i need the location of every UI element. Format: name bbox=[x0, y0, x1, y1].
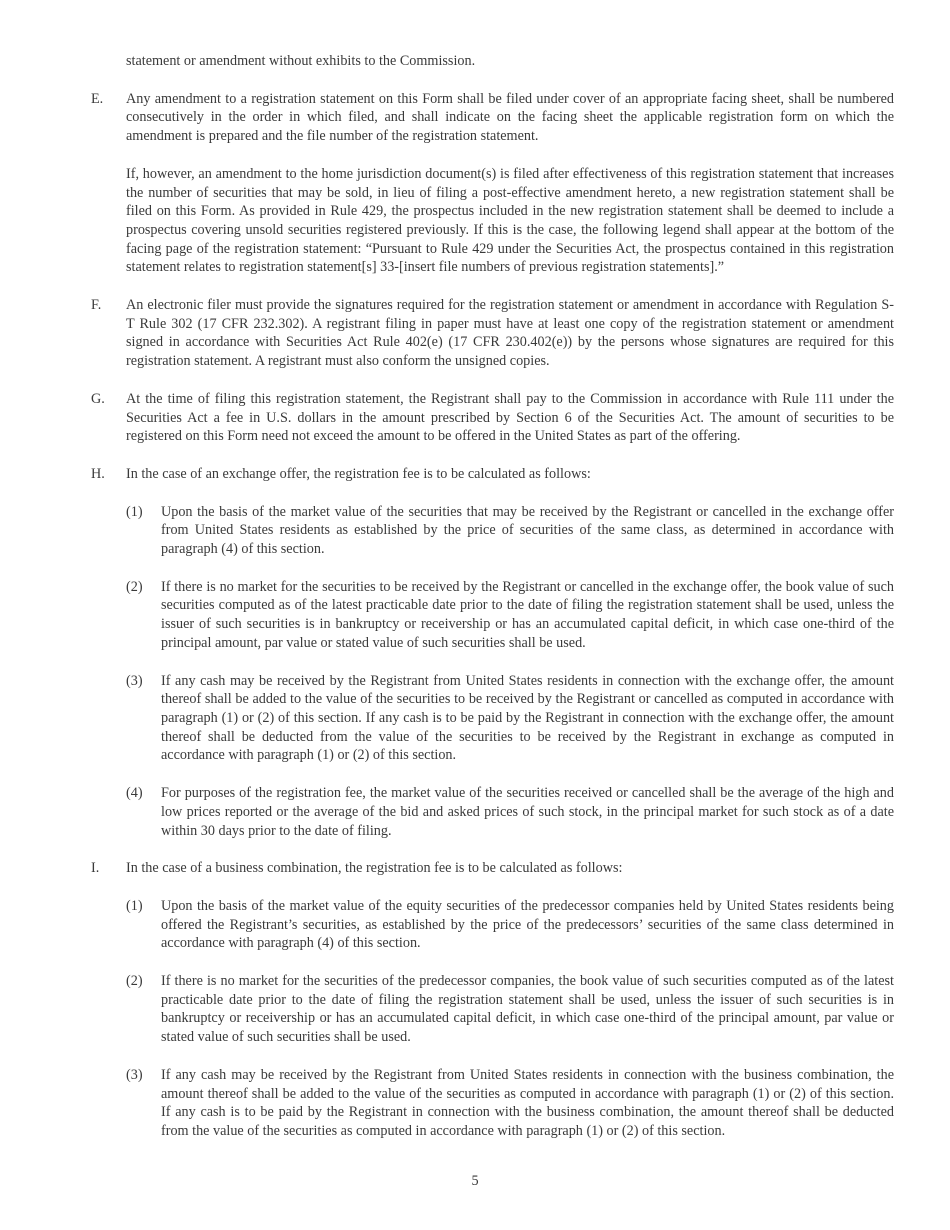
section-i-item-2-label: (2) bbox=[126, 973, 143, 990]
section-g bbox=[0, 390, 950, 446]
section-g-text: At the time of filing this registration statement, the Registrant shall pay to the Commission in accordance with Rule 111 under the Securities Act a fee in U.S. dollars in the amount prescribed by Section 6 of the Securities Act. The amount of securities to be registered on this Form need not exceed the amount to be offered in the United States as part of the offering. bbox=[126, 390, 894, 445]
section-h-item-3-text: If any cash may be received by the Registrant from United States residents in connection with the exchange offer, the amount thereof shall be added to the value of the securities to be received by the Registrant or cancelled as computed in accordance with paragraph (1) or (2) of this section. If any cash is to be paid by the Registrant in connection with the exchange offer, the amount thereof shall be deducted from the value of the securities to be received by the Registrant in exchange as computed in accordance with paragraph (1) or (2) of this section. bbox=[161, 672, 894, 764]
document-page bbox=[0, 52, 950, 1160]
section-i-label: I. bbox=[91, 860, 100, 877]
section-i bbox=[0, 859, 950, 878]
section-h-item-4-label: (4) bbox=[126, 785, 143, 802]
section-h-item-1-label: (1) bbox=[126, 503, 143, 520]
section-i-text: In the case of a business combination, the registration fee is to be calculated as follows: bbox=[126, 860, 623, 877]
section-h-item-4 bbox=[0, 784, 950, 840]
section-h bbox=[0, 465, 950, 484]
section-e bbox=[0, 90, 950, 146]
continuation-text: statement or amendment without exhibits to the Commission. bbox=[126, 53, 476, 69]
section-h-item-2-label: (2) bbox=[126, 578, 143, 595]
section-i-item-3-text: If any cash may be received by the Registrant from United States residents in connection with the business combination, the amount thereof shall be added to the value of the securities as computed in accordance with paragraph (1) or (2) of this section. If any cash is to be paid by the Registrant in connection with the business combination, the amount thereof shall be deducted from the value of the securities as computed in accordance with paragraph (1) or (2) of this section. bbox=[161, 1066, 894, 1139]
section-i-item-3 bbox=[0, 1066, 950, 1141]
page-number: 5 bbox=[471, 1173, 479, 1189]
section-e-paragraph-1: Any amendment to a registration statement on this Form shall be filed under cover of an appropriate facing sheet, shall be numbered consecutively in the order in which filed, and shall indicate on the facing sheet the applicable registration form on which the amendment is prepared and the file number of the registration statement. bbox=[126, 90, 894, 145]
section-h-item-3-label: (3) bbox=[126, 672, 143, 689]
section-e-label: E. bbox=[91, 90, 104, 107]
section-h-item-2 bbox=[0, 578, 950, 653]
section-f bbox=[0, 296, 950, 371]
section-h-item-4-text: For purposes of the registration fee, the market value of the securities received or cancelled shall be the average of the high and low prices reported or the average of the bid and asked prices of such stock, in the principal market for such stock as of a date within 30 days prior to the date of filing. bbox=[161, 785, 894, 839]
section-h-text: In the case of an exchange offer, the registration fee is to be calculated as follows: bbox=[126, 465, 591, 482]
section-h-item-2-text: If there is no market for the securities to be received by the Registrant or cancelled in the exchange offer, the book value of such securities computed as of the latest practicable date prior to the date of filing the registration statement shall be used, unless the issuer of such securities is in bankruptcy or receivership or has an accumulated capital deficit, in which case one-third of the principal amount, par value or stated value of such securities shall be used. bbox=[161, 578, 894, 651]
section-e-paragraph-2: If, however, an amendment to the home jurisdiction document(s) is filed after effectiveness of this registration statement that increases the number of securities that may be sold, in lieu of filing a post-effective amendment hereto, a new registration statement shall be filed on this Form. As provided in Rule 429, the prospectus included in the new registration statement shall be deemed to include a prospectus covering unsold securities registered previously. If this is the case, the following legend shall appear at the bottom of the facing page of the registration statement: “Pursuant to Rule 429 under the Securities Act, the prospectus contained in this registration statement relates to registration statement[s] 33-[insert file numbers of previous registration statements].” bbox=[126, 165, 894, 276]
section-h-item-1-text: Upon the basis of the market value of the securities that may be received by the Registrant or cancelled in the exchange offer from United States residents as established by the price of securities of the same class, as determined in accordance with paragraph (4) of this section. bbox=[161, 503, 894, 558]
section-i-item-2-text: If there is no market for the securities of the predecessor companies, the book value of such securities computed as of the latest practicable date prior to the date of filing the registration statement shall be used, unless the issuer of such securities is in bankruptcy or receivership or has an accumulated capital deficit, in which case one-third of the principal amount, par value or stated value of such securities shall be used. bbox=[161, 973, 894, 1046]
section-h-item-1 bbox=[0, 503, 950, 559]
section-i-item-1 bbox=[0, 897, 950, 953]
section-i-item-1-text: Upon the basis of the market value of the equity securities of the predecessor companies held by United States residents being offered the Registrant’s securities, as established by the price of the predecessors’ securities of the same class determined in accordance with paragraph (4) of this section. bbox=[161, 897, 894, 952]
section-f-label: F. bbox=[91, 297, 102, 314]
section-g-label: G. bbox=[91, 390, 105, 407]
section-i-item-2 bbox=[0, 972, 950, 1047]
section-i-item-3-label: (3) bbox=[126, 1066, 143, 1083]
section-h-item-3 bbox=[0, 672, 950, 766]
section-h-label: H. bbox=[91, 465, 105, 482]
section-f-text: An electronic filer must provide the signatures required for the registration statement or amendment in accordance with Regulation S-T Rule 302 (17 CFR 232.302). A registrant filing in paper must have at least one copy of the registration statement or amendment signed in accordance with Securities Act Rule 402(e) (17 CFR 230.402(e)) by the persons whose signatures are required for this registration statement. A registrant must also conform the unsigned copies. bbox=[126, 297, 894, 370]
section-i-item-1-label: (1) bbox=[126, 897, 143, 914]
